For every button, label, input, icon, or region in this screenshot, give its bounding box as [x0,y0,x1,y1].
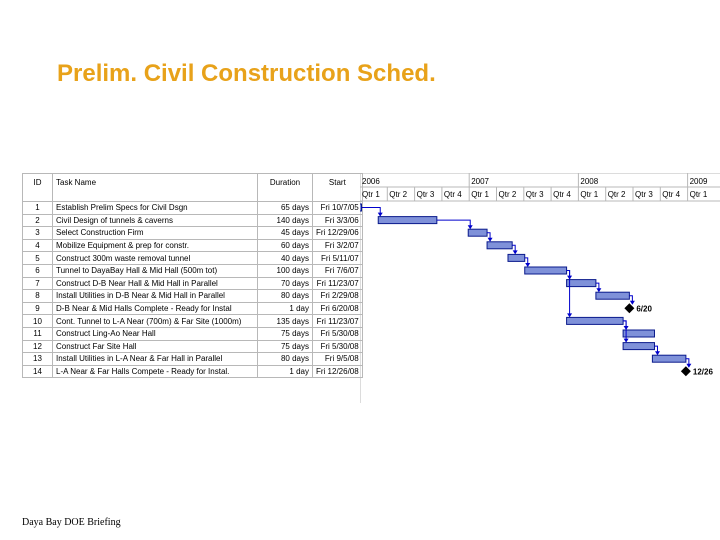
table-row[interactable] [23,252,363,265]
task-name: Select Construction Firm [53,227,258,240]
task-name: Construct Far Site Hall [53,340,258,353]
quarter-label: Qtr 2 [498,190,517,199]
table-header [23,174,363,202]
task-id: 6 [23,264,53,277]
task-bar [525,267,567,274]
year-label: 2006 [362,177,380,186]
table-row[interactable] [23,290,363,303]
task-duration: 80 days [258,290,313,303]
header-id: ID [23,174,53,202]
year-label: 2007 [471,177,489,186]
dependency-arrow [630,301,635,305]
table-row[interactable] [23,365,363,378]
dependency-arrow [596,288,601,292]
task-start: Fri 10/7/05 [313,202,363,215]
task-start: Fri 2/29/08 [313,290,363,303]
dependency-link [437,220,470,228]
table-row[interactable] [23,214,363,227]
task-id: 4 [23,239,53,252]
task-id: 2 [23,214,53,227]
header-duration: Duration [258,174,313,202]
task-name: Cont. Tunnel to L-A Near (700m) & Far Site (1000m) [53,315,258,328]
task-start: Fri 12/26/08 [313,365,363,378]
table-row[interactable] [23,227,363,240]
task-start: Fri 9/5/08 [313,353,363,366]
task-name: Civil Design of tunnels & caverns [53,214,258,227]
task-bar [623,330,654,337]
timeline-chart [360,173,720,403]
task-duration: 60 days [258,239,313,252]
task-name: Tunnel to DayaBay Hall & Mid Hall (500m tot) [53,264,258,277]
quarter-label: Qtr 2 [607,190,626,199]
dependency-arrow [686,364,691,368]
task-duration: 45 days [258,227,313,240]
task-start: Fri 11/23/07 [313,315,363,328]
milestone-label: 6/20 [636,304,652,314]
task-start: Fri 3/2/07 [313,239,363,252]
quarter-label: Qtr 4 [553,190,571,199]
task-id: 1 [23,202,53,215]
task-id: 5 [23,252,53,265]
task-start: Fri 5/30/08 [313,327,363,340]
footer-text: Daya Bay DOE Briefing [22,517,121,528]
task-name: Install Utilities in D-B Near & Mid Hall in Parallel [53,290,258,303]
table-row[interactable] [23,302,363,315]
task-id: 12 [23,340,53,353]
quarter-label: Qtr 3 [635,190,653,199]
task-duration: 135 days [258,315,313,328]
dependency-arrow [525,263,530,267]
quarter-label: Qtr 3 [525,190,544,199]
task-bar [378,217,437,224]
task-duration: 140 days [258,214,313,227]
task-start: Fri 5/30/08 [313,340,363,353]
quarter-label: Qtr 1 [689,190,708,199]
task-id: 11 [23,327,53,340]
quarter-label: Qtr 4 [662,190,681,199]
task-name: Construct 300m waste removal tunnel [53,252,258,265]
task-duration: 40 days [258,252,313,265]
dependency-link [361,208,380,216]
dependency-arrow [624,339,629,343]
header-start: Start [313,174,363,202]
table-row[interactable] [23,353,363,366]
task-duration: 75 days [258,340,313,353]
dependency-link [567,271,570,317]
task-start: Fri 3/3/06 [313,214,363,227]
task-table [22,173,363,378]
task-duration: 1 day [258,365,313,378]
task-duration: 1 day [258,302,313,315]
quarter-label: Qtr 3 [416,190,435,199]
dependency-arrow [655,351,660,355]
task-id: 13 [23,353,53,366]
gantt-chart [22,173,720,403]
task-name: Mobilize Equipment & prep for constr. [53,239,258,252]
task-duration: 75 days [258,327,313,340]
task-name: Construct D-B Near Hall & Mid Hall in Parallel [53,277,258,290]
task-id: 8 [23,290,53,303]
task-bar [623,343,654,350]
task-id: 7 [23,277,53,290]
task-bar [596,292,629,299]
task-duration: 80 days [258,353,313,366]
task-id: 14 [23,365,53,378]
task-id: 3 [23,227,53,240]
quarter-label: Qtr 1 [362,190,380,199]
task-bar [567,280,596,287]
task-name: Construct Ling-Ao Near Hall [53,327,258,340]
dependency-arrow [468,225,473,229]
task-duration: 100 days [258,264,313,277]
task-bar [567,317,624,324]
task-start: Fri 5/11/07 [313,252,363,265]
task-name: Install Utilities in L-A Near & Far Hall in Parallel [53,353,258,366]
task-bar [508,254,525,261]
table-row[interactable] [23,327,363,340]
task-start: Fri 6/20/08 [313,302,363,315]
task-start: Fri 7/6/07 [313,264,363,277]
task-bar [468,229,487,236]
task-duration: 70 days [258,277,313,290]
table-row[interactable] [23,239,363,252]
header-task-name: Task Name [53,174,258,202]
table-row[interactable] [23,202,363,215]
task-name: L-A Near & Far Halls Compete - Ready for Instal. [53,365,258,378]
task-id: 9 [23,302,53,315]
task-name: Establish Prelim Specs for Civil Dsgn [53,202,258,215]
milestone-diamond [681,366,691,376]
dependency-arrow [567,313,572,317]
task-start: Fri 11/23/07 [313,277,363,290]
table-row[interactable] [23,277,363,290]
quarter-label: Qtr 1 [471,190,489,199]
milestone-diamond [624,303,634,313]
task-name: D-B Near & Mid Halls Complete - Ready for Instal [53,302,258,315]
task-duration: 65 days [258,202,313,215]
task-bar [487,242,512,249]
year-label: 2008 [580,177,599,186]
task-bar [360,204,361,211]
table-row[interactable] [23,315,363,328]
dependency-arrow [513,250,518,254]
dependency-arrow [488,238,493,242]
task-id: 10 [23,315,53,328]
task-start: Fri 12/29/06 [313,227,363,240]
slide-title: Prelim. Civil Construction Sched. [57,60,436,87]
quarter-label: Qtr 4 [443,190,462,199]
task-bar [652,355,685,362]
milestone-label: 12/26 [692,367,713,377]
dependency-arrow [378,213,383,217]
table-row[interactable] [23,264,363,277]
quarter-label: Qtr 1 [580,190,599,199]
table-row[interactable] [23,340,363,353]
year-label: 2009 [689,177,708,186]
quarter-label: Qtr 2 [389,190,408,199]
